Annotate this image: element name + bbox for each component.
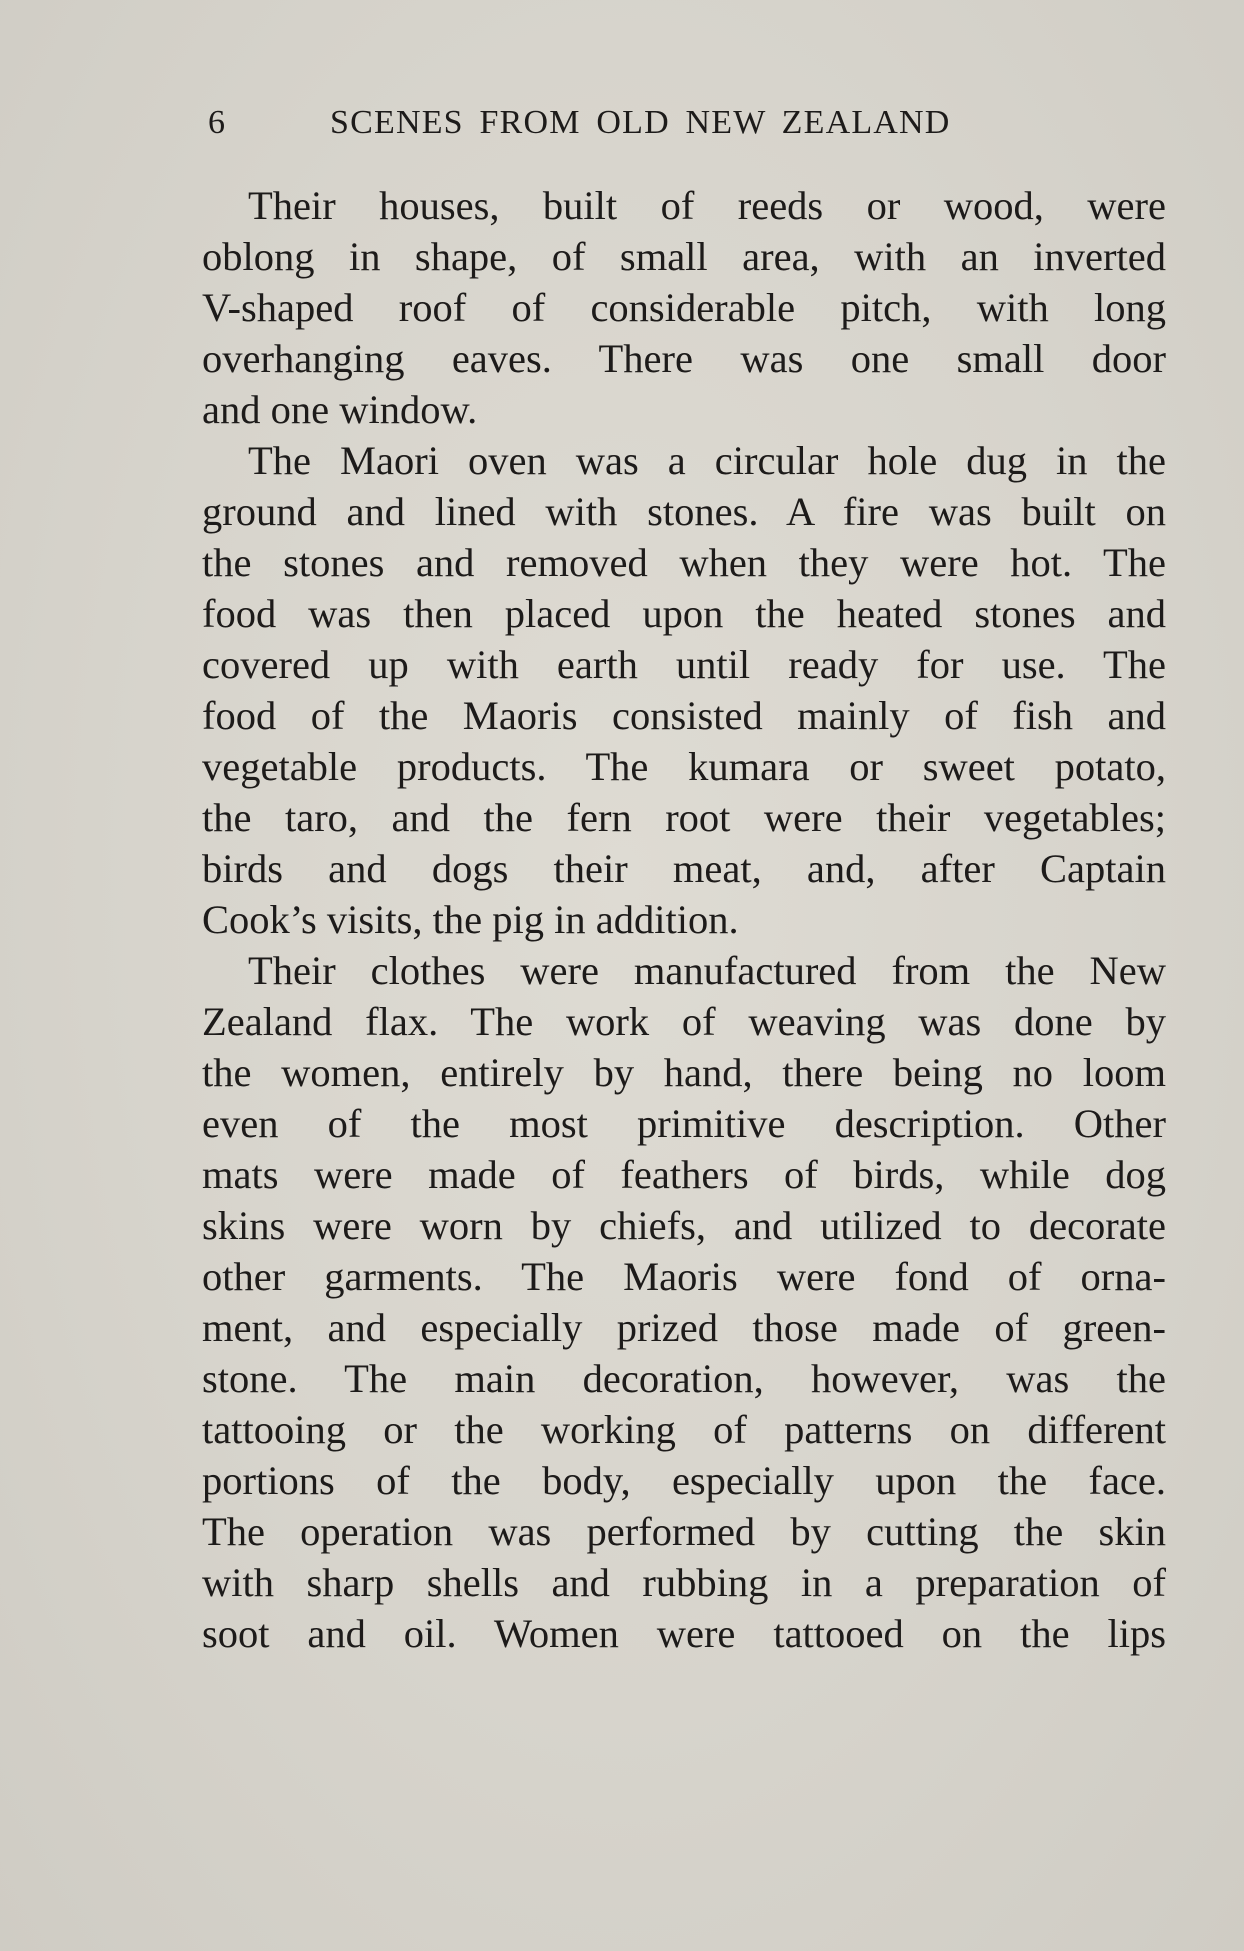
text-line: mats were made of feathers of birds, while dog	[202, 1152, 1166, 1197]
text-line: ground and lined with stones. A fire was built on	[202, 489, 1166, 534]
text-line: with sharp shells and rubbing in a preparation of	[202, 1560, 1166, 1605]
body-text	[202, 180, 1166, 1659]
text-line: The operation was performed by cutting the skin	[202, 1509, 1166, 1554]
text-line: overhanging eaves. There was one small door	[202, 336, 1166, 381]
running-title: SCENES FROM OLD NEW ZEALAND	[330, 104, 951, 141]
text-line: Their clothes were manufactured from the New	[248, 948, 1166, 993]
text-line: vegetable products. The kumara or sweet potato,	[202, 744, 1166, 789]
text-line: portions of the body, especially upon the face.	[202, 1458, 1166, 1503]
text-line: The Maori oven was a circular hole dug in the	[248, 438, 1166, 483]
text-line: ment, and especially prized those made of green-	[202, 1305, 1166, 1350]
text-line: Zealand flax. The work of weaving was done by	[202, 999, 1166, 1044]
text-line: soot and oil. Women were tattooed on the lips	[202, 1611, 1166, 1656]
text-line: the stones and removed when they were hot. The	[202, 540, 1166, 585]
text-line: birds and dogs their meat, and, after Captain	[202, 846, 1166, 891]
text-line: the women, entirely by hand, there being no loom	[202, 1050, 1166, 1095]
text-line: Cook’s visits, the pig in addition.	[202, 897, 739, 942]
text-line: oblong in shape, of small area, with an inverted	[202, 234, 1166, 279]
page-number: 6	[208, 104, 227, 141]
text-line: other garments. The Maoris were fond of orna-	[202, 1254, 1166, 1299]
text-line: and one window.	[202, 387, 478, 432]
text-line: stone. The main decoration, however, was the	[202, 1356, 1166, 1401]
text-line: skins were worn by chiefs, and utilized to decorate	[202, 1203, 1166, 1248]
text-line: even of the most primitive description. Other	[202, 1101, 1166, 1146]
text-line: food of the Maoris consisted mainly of fish and	[202, 693, 1166, 738]
text-line: covered up with earth until ready for use. The	[202, 642, 1166, 687]
text-line: tattooing or the working of patterns on different	[202, 1407, 1166, 1452]
text-line: V-shaped roof of considerable pitch, with long	[202, 285, 1166, 330]
text-line: the taro, and the fern root were their vegetables;	[202, 795, 1166, 840]
text-line: food was then placed upon the heated stones and	[202, 591, 1166, 636]
page-header	[208, 104, 1044, 154]
text-line: Their houses, built of reeds or wood, were	[248, 183, 1166, 228]
